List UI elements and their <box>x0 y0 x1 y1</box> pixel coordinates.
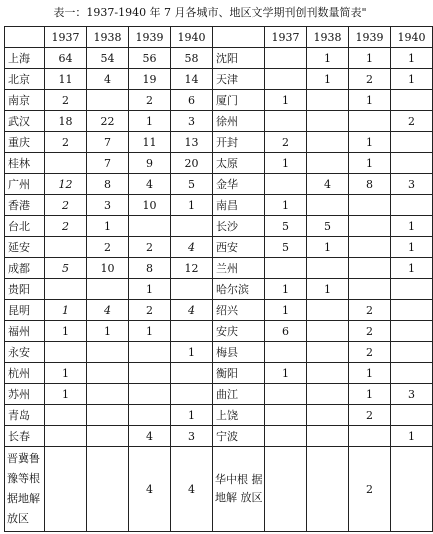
count-cell: 1 <box>129 321 171 342</box>
count-cell: 2 <box>129 90 171 111</box>
count-cell: 1 <box>307 237 349 258</box>
city-name-cell: 香港 <box>5 195 45 216</box>
count-cell: 4 <box>129 174 171 195</box>
city-name-cell: 上海 <box>5 48 45 69</box>
city-name-cell: 台北 <box>5 216 45 237</box>
count-cell: 10 <box>87 258 129 279</box>
count-cell: 1 <box>171 195 213 216</box>
count-cell: 56 <box>129 48 171 69</box>
count-cell <box>391 132 433 153</box>
count-cell <box>391 321 433 342</box>
count-cell <box>307 258 349 279</box>
count-cell <box>265 69 307 90</box>
city-name-cell: 金华 <box>213 174 265 195</box>
count-cell <box>87 426 129 447</box>
city-name-cell: 昆明 <box>5 300 45 321</box>
header-corner-left <box>5 27 45 48</box>
count-cell: 8 <box>349 174 391 195</box>
header-year: 1938 <box>307 27 349 48</box>
count-cell <box>307 90 349 111</box>
table-row <box>5 69 433 90</box>
table-row <box>5 279 433 300</box>
count-cell: 2 <box>45 90 87 111</box>
count-cell: 2 <box>349 405 391 426</box>
city-name-cell: 宁波 <box>213 426 265 447</box>
count-cell <box>45 405 87 426</box>
count-cell: 2 <box>45 132 87 153</box>
count-cell <box>171 384 213 405</box>
count-cell: 3 <box>171 111 213 132</box>
count-cell: 13 <box>171 132 213 153</box>
city-name-cell: 苏州 <box>5 384 45 405</box>
count-cell: 1 <box>265 90 307 111</box>
count-cell <box>307 321 349 342</box>
table-row <box>5 237 433 258</box>
count-cell: 1 <box>391 237 433 258</box>
count-cell: 14 <box>171 69 213 90</box>
count-cell <box>129 216 171 237</box>
count-cell: 20 <box>171 153 213 174</box>
table-row <box>5 405 433 426</box>
header-corner-right <box>213 27 265 48</box>
header-row <box>5 27 433 48</box>
count-cell: 4 <box>171 300 213 321</box>
count-cell <box>265 174 307 195</box>
header-year: 1939 <box>129 27 171 48</box>
count-cell <box>391 405 433 426</box>
count-cell <box>87 342 129 363</box>
table-row <box>5 111 433 132</box>
header-year: 1938 <box>87 27 129 48</box>
count-cell <box>171 363 213 384</box>
count-cell: 1 <box>349 132 391 153</box>
count-cell <box>45 237 87 258</box>
count-cell <box>349 195 391 216</box>
city-name-cell: 兰州 <box>213 258 265 279</box>
count-cell <box>265 111 307 132</box>
count-cell: 4 <box>171 237 213 258</box>
count-cell: 4 <box>307 174 349 195</box>
count-cell: 5 <box>45 258 87 279</box>
count-cell: 1 <box>45 321 87 342</box>
count-cell <box>171 216 213 237</box>
count-cell: 4 <box>171 447 213 532</box>
count-cell: 1 <box>45 363 87 384</box>
city-name-cell: 开封 <box>213 132 265 153</box>
count-cell: 2 <box>129 237 171 258</box>
count-cell <box>265 258 307 279</box>
city-name-cell: 梅县 <box>213 342 265 363</box>
table-row <box>5 90 433 111</box>
city-name-cell: 太原 <box>213 153 265 174</box>
count-cell <box>307 426 349 447</box>
count-cell: 1 <box>391 216 433 237</box>
count-cell: 5 <box>171 174 213 195</box>
count-cell <box>265 405 307 426</box>
count-cell <box>87 90 129 111</box>
count-cell: 8 <box>129 258 171 279</box>
count-cell <box>307 342 349 363</box>
count-cell <box>307 300 349 321</box>
count-cell: 6 <box>171 90 213 111</box>
count-cell: 64 <box>45 48 87 69</box>
count-cell <box>45 426 87 447</box>
count-cell: 5 <box>265 216 307 237</box>
count-cell: 5 <box>307 216 349 237</box>
count-cell: 4 <box>129 426 171 447</box>
city-name-cell: 天津 <box>213 69 265 90</box>
count-cell: 19 <box>129 69 171 90</box>
count-cell: 3 <box>391 174 433 195</box>
city-name-cell: 华中根 据地解 放区 <box>213 447 265 532</box>
count-cell <box>349 426 391 447</box>
count-cell <box>171 321 213 342</box>
table-row <box>5 258 433 279</box>
header-year: 1939 <box>349 27 391 48</box>
city-name-cell: 沈阳 <box>213 48 265 69</box>
count-cell: 8 <box>87 174 129 195</box>
count-cell <box>265 426 307 447</box>
count-cell <box>265 447 307 532</box>
count-cell: 1 <box>129 111 171 132</box>
count-cell <box>391 90 433 111</box>
table-row <box>5 342 433 363</box>
count-cell <box>129 363 171 384</box>
city-name-cell: 安庆 <box>213 321 265 342</box>
city-name-cell: 上饶 <box>213 405 265 426</box>
count-cell: 2 <box>349 447 391 532</box>
city-name-cell: 厦门 <box>213 90 265 111</box>
count-cell: 4 <box>129 447 171 532</box>
count-cell: 11 <box>129 132 171 153</box>
count-cell <box>307 405 349 426</box>
count-cell <box>87 405 129 426</box>
count-cell: 12 <box>45 174 87 195</box>
count-cell: 2 <box>45 216 87 237</box>
city-name-cell: 曲江 <box>213 384 265 405</box>
count-cell: 1 <box>307 279 349 300</box>
table-row <box>5 132 433 153</box>
count-cell: 1 <box>45 384 87 405</box>
count-cell <box>87 447 129 532</box>
city-name-cell: 西安 <box>213 237 265 258</box>
table-row <box>5 384 433 405</box>
count-cell: 58 <box>171 48 213 69</box>
city-name-cell: 重庆 <box>5 132 45 153</box>
count-cell: 1 <box>391 48 433 69</box>
table-title: 表一：1937-1940 年 7 月各城市、地区文学期刊创刊数量简表" <box>53 6 367 19</box>
count-cell <box>87 384 129 405</box>
table-row <box>5 300 433 321</box>
count-cell <box>391 279 433 300</box>
count-cell <box>129 405 171 426</box>
count-cell: 2 <box>129 300 171 321</box>
count-cell: 7 <box>87 153 129 174</box>
city-name-cell: 广州 <box>5 174 45 195</box>
count-cell: 1 <box>349 90 391 111</box>
table-row <box>5 153 433 174</box>
count-cell <box>307 363 349 384</box>
count-cell: 1 <box>171 405 213 426</box>
journal-count-table <box>4 26 433 532</box>
count-cell: 5 <box>265 237 307 258</box>
count-cell: 1 <box>265 300 307 321</box>
count-cell: 1 <box>391 69 433 90</box>
count-cell <box>349 279 391 300</box>
count-cell: 4 <box>87 69 129 90</box>
city-name-cell: 北京 <box>5 69 45 90</box>
city-name-cell: 徐州 <box>213 111 265 132</box>
city-name-cell: 青岛 <box>5 405 45 426</box>
count-cell <box>307 447 349 532</box>
count-cell: 2 <box>349 69 391 90</box>
count-cell: 2 <box>87 237 129 258</box>
count-cell: 1 <box>129 279 171 300</box>
count-cell: 2 <box>391 111 433 132</box>
count-cell <box>307 153 349 174</box>
count-cell <box>45 153 87 174</box>
count-cell: 1 <box>391 258 433 279</box>
count-cell: 2 <box>45 195 87 216</box>
count-cell: 3 <box>87 195 129 216</box>
count-cell: 18 <box>45 111 87 132</box>
count-cell <box>307 384 349 405</box>
count-cell: 1 <box>171 342 213 363</box>
city-name-cell: 南京 <box>5 90 45 111</box>
city-name-cell: 桂林 <box>5 153 45 174</box>
count-cell: 2 <box>265 132 307 153</box>
count-cell <box>391 153 433 174</box>
city-name-cell: 哈尔滨 <box>213 279 265 300</box>
city-name-cell: 永安 <box>5 342 45 363</box>
count-cell <box>391 447 433 532</box>
count-cell: 1 <box>349 384 391 405</box>
count-cell <box>349 111 391 132</box>
city-name-cell: 长沙 <box>213 216 265 237</box>
count-cell <box>45 279 87 300</box>
count-cell: 2 <box>349 342 391 363</box>
count-cell: 1 <box>349 153 391 174</box>
header-year: 1940 <box>171 27 213 48</box>
count-cell <box>391 363 433 384</box>
count-cell <box>45 447 87 532</box>
count-cell <box>129 384 171 405</box>
city-name-cell: 绍兴 <box>213 300 265 321</box>
table-row <box>5 321 433 342</box>
count-cell: 3 <box>391 384 433 405</box>
count-cell <box>87 279 129 300</box>
count-cell <box>391 300 433 321</box>
city-name-cell: 衡阳 <box>213 363 265 384</box>
count-cell: 1 <box>265 195 307 216</box>
count-cell: 10 <box>129 195 171 216</box>
city-name-cell: 杭州 <box>5 363 45 384</box>
count-cell: 2 <box>349 321 391 342</box>
header-year: 1940 <box>391 27 433 48</box>
count-cell: 2 <box>349 300 391 321</box>
count-cell: 11 <box>45 69 87 90</box>
count-cell: 1 <box>349 48 391 69</box>
count-cell <box>349 258 391 279</box>
count-cell: 1 <box>265 363 307 384</box>
count-cell: 1 <box>87 321 129 342</box>
table-body <box>5 27 433 532</box>
count-cell <box>171 279 213 300</box>
count-cell <box>307 111 349 132</box>
count-cell: 7 <box>87 132 129 153</box>
count-cell: 12 <box>171 258 213 279</box>
count-cell: 54 <box>87 48 129 69</box>
count-cell: 1 <box>307 48 349 69</box>
count-cell <box>307 132 349 153</box>
count-cell <box>45 342 87 363</box>
count-cell <box>265 342 307 363</box>
count-cell: 9 <box>129 153 171 174</box>
count-cell: 1 <box>391 426 433 447</box>
city-name-cell: 晋冀鲁豫等根据地解放区 <box>5 447 45 532</box>
count-cell <box>349 216 391 237</box>
count-cell: 1 <box>349 363 391 384</box>
table-row <box>5 174 433 195</box>
count-cell: 4 <box>87 300 129 321</box>
city-name-cell: 延安 <box>5 237 45 258</box>
count-cell <box>391 342 433 363</box>
city-name-cell: 武汉 <box>5 111 45 132</box>
city-name-cell: 福州 <box>5 321 45 342</box>
count-cell: 22 <box>87 111 129 132</box>
table-row <box>5 48 433 69</box>
count-cell: 1 <box>307 69 349 90</box>
count-cell <box>265 48 307 69</box>
count-cell: 1 <box>45 300 87 321</box>
count-cell <box>391 195 433 216</box>
count-cell: 1 <box>265 279 307 300</box>
table-row <box>5 426 433 447</box>
count-cell: 3 <box>171 426 213 447</box>
city-name-cell: 成都 <box>5 258 45 279</box>
header-year: 1937 <box>265 27 307 48</box>
header-year: 1937 <box>45 27 87 48</box>
count-cell <box>129 342 171 363</box>
count-cell <box>307 195 349 216</box>
count-cell: 6 <box>265 321 307 342</box>
count-cell <box>265 384 307 405</box>
table-row <box>5 195 433 216</box>
count-cell: 1 <box>87 216 129 237</box>
table-row <box>5 363 433 384</box>
table-row <box>5 216 433 237</box>
count-cell <box>87 363 129 384</box>
city-name-cell: 贵阳 <box>5 279 45 300</box>
city-name-cell: 长春 <box>5 426 45 447</box>
city-name-cell: 南昌 <box>213 195 265 216</box>
count-cell <box>349 237 391 258</box>
count-cell: 1 <box>265 153 307 174</box>
table-row <box>5 447 433 532</box>
